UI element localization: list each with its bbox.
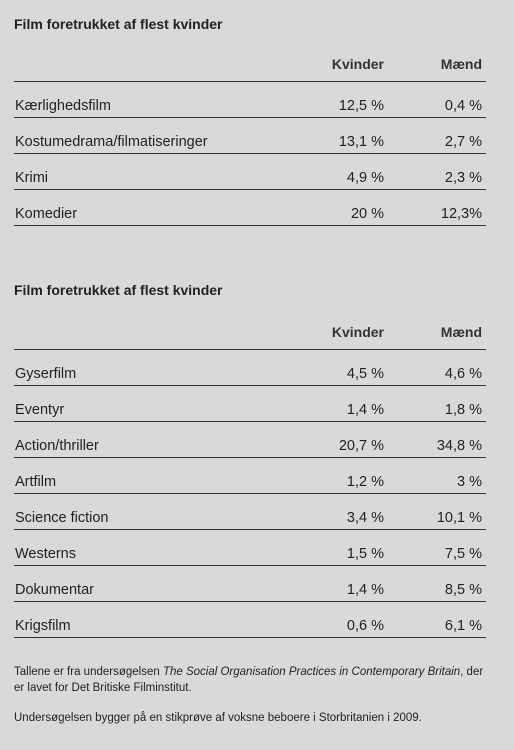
women-value: 20,7 % [338, 438, 384, 454]
row-label: Krimi [15, 170, 49, 186]
women-value: 12,5 % [338, 98, 384, 114]
source-notes [14, 664, 484, 726]
women-value: 20 % [350, 206, 384, 222]
men-value: 34,8 % [436, 438, 482, 454]
source-note [14, 664, 484, 696]
column-header-women: Kvinder [331, 56, 384, 72]
women-value: 1,4 % [346, 582, 384, 598]
row-label: Westerns [15, 546, 76, 562]
row-label: Kærlighedsfilm [15, 98, 111, 114]
row-label: Kostumedrama/filmatiseringer [15, 134, 208, 150]
women-value: 1,2 % [346, 474, 384, 490]
survey-title: The Social Organisation Practices in Contemporary Britain [162, 666, 461, 678]
column-header-men: Mænd [440, 324, 482, 340]
men-value: 2,7 % [444, 134, 482, 150]
row-label: Krigsfilm [15, 618, 71, 634]
men-value: 2,3 % [444, 170, 482, 186]
row-label: Science fiction [15, 510, 109, 526]
women-value: 3,4 % [346, 510, 384, 526]
source-note-prefix: Tallene er fra undersøgelsen [14, 666, 163, 678]
table-row [14, 530, 486, 566]
table-row [14, 82, 486, 118]
women-value: 1,4 % [346, 402, 384, 418]
men-value: 12,3% [440, 206, 482, 222]
row-label: Gyserfilm [15, 366, 77, 382]
men-value: 1,8 % [444, 402, 482, 418]
row-label: Action/thriller [15, 438, 99, 454]
sample-note: Undersøgelsen bygger på en stikprøve af voksne beboere i Storbritanien i 2009. [14, 712, 422, 724]
table-row [14, 458, 486, 494]
column-header-men: Mænd [440, 56, 482, 72]
men-value: 7,5 % [444, 546, 482, 562]
column-header-women: Kvinder [331, 324, 384, 340]
table-row [14, 190, 486, 226]
women-value: 4,9 % [346, 170, 384, 186]
men-value: 8,5 % [444, 582, 482, 598]
table-women-preferred [14, 15, 486, 226]
women-value: 4,5 % [346, 366, 384, 382]
table-title: Film foretrukket af flest kvinder [14, 16, 223, 32]
women-value: 13,1 % [338, 134, 384, 150]
table-header [14, 323, 486, 350]
row-label: Komedier [15, 206, 78, 222]
men-value: 6,1 % [444, 618, 482, 634]
table-row [14, 602, 486, 638]
table-row [14, 422, 486, 458]
table-second [14, 281, 486, 638]
source-note-suffix: , der er lavet for Det Britiske Filminstitut. [14, 666, 484, 694]
table-row [14, 386, 486, 422]
men-value: 3 % [457, 474, 482, 490]
table-row [14, 350, 486, 386]
table-title: Film foretrukket af flest kvinder [14, 282, 223, 298]
row-label: Dokumentar [15, 582, 94, 598]
row-label: Eventyr [15, 402, 65, 418]
table-row [14, 154, 486, 190]
row-label: Artfilm [15, 474, 57, 490]
table-header [14, 55, 486, 82]
men-value: 10,1 % [436, 510, 482, 526]
table-row [14, 118, 486, 154]
table-row [14, 494, 486, 530]
men-value: 4,6 % [444, 366, 482, 382]
table-row [14, 566, 486, 602]
men-value: 0,4 % [444, 98, 482, 114]
women-value: 1,5 % [346, 546, 384, 562]
women-value: 0,6 % [346, 618, 384, 634]
